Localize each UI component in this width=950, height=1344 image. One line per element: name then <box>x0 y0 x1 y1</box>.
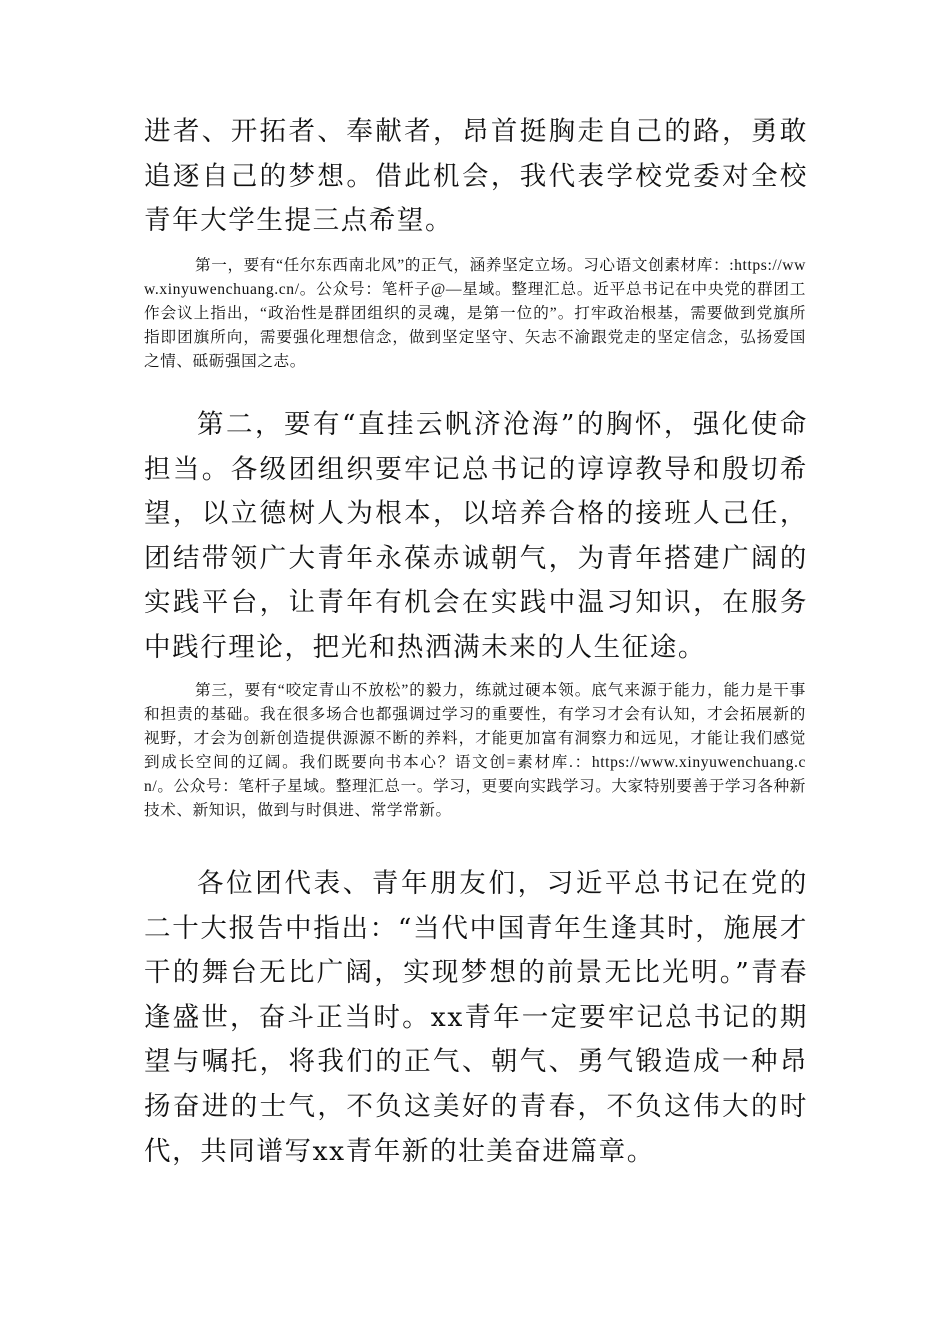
paragraph-third-hope: 第三，要有“咬定青山不放松”的毅力，练就过硬本领。底气来源于能力，能力是干事和担责的基础。我在很多场合也都强调过学习的重要性，有学习才会有认知，才会拓展新的视野，才会为创新创造提供源源不断的养料，才能更加富有洞察力和远见，才能让我们感觉到成长空间的辽阔。我们既要向书本心？语文创=素材库.：https://www.xinyuwenchuang.cn/。公众号：笔杆子星域。整理汇总一。学习，更要向实践学习。大家特别要善于学习各种新技术、新知识，做到与时俱进、常学常新。 <box>144 682 806 820</box>
paragraph-first-hope: 第一，要有“任尔东西南北风”的正气，涵养坚定立场。习心语文创素材库：:https://www.xinyuwenchuang.cn/。公众号：笔杆子@—星域。整理汇总。近平总书记在中央党的群团工作会议上指出，“政治性是群团组织的灵魂，是第一位的”。打牢政治根基，需要做到党旗所指即团旗所向，需要强化理想信念，做到坚定坚守、矢志不渝跟党走的坚定信念，弘扬爱国之情、砥砺强国之志。 <box>144 257 806 371</box>
paragraph-closing: 各位团代表、青年朋友们，习近平总书记在党的二十大报告中指出：“当代中国青年生逢其时，施展才干的舞台无比广阔，实现梦想的前景无比光明。”青春逢盛世，奋斗正当时。xx青年一定要牢记总书记的期望与嘱托，将我们的正气、朝气、勇气锻造成一种昂扬奋进的士气，不负这美好的青春，不负这伟大的时代，共同谱写xx青年新的壮美奋进篇章。 <box>144 868 808 1167</box>
paragraph-second-hope: 第二，要有“直挂云帆济沧海”的胸怀，强化使命担当。各级团组织要牢记总书记的谆谆教导和殷切希望，以立德树人为根本，以培养合格的接班人己任，团结带领广大青年永葆赤诚朝气，为青年搭建广阔的实践平台，让青年有机会在实践中温习知识，在服务中践行理论，把光和热洒满未来的人生征途。 <box>144 409 808 663</box>
paragraph-intro-continuation: 进者、开拓者、奉献者，昂首挺胸走自己的路，勇敢追逐自己的梦想。借此机会，我代表学校党委对全校青年大学生提三点希望。 <box>144 116 808 237</box>
